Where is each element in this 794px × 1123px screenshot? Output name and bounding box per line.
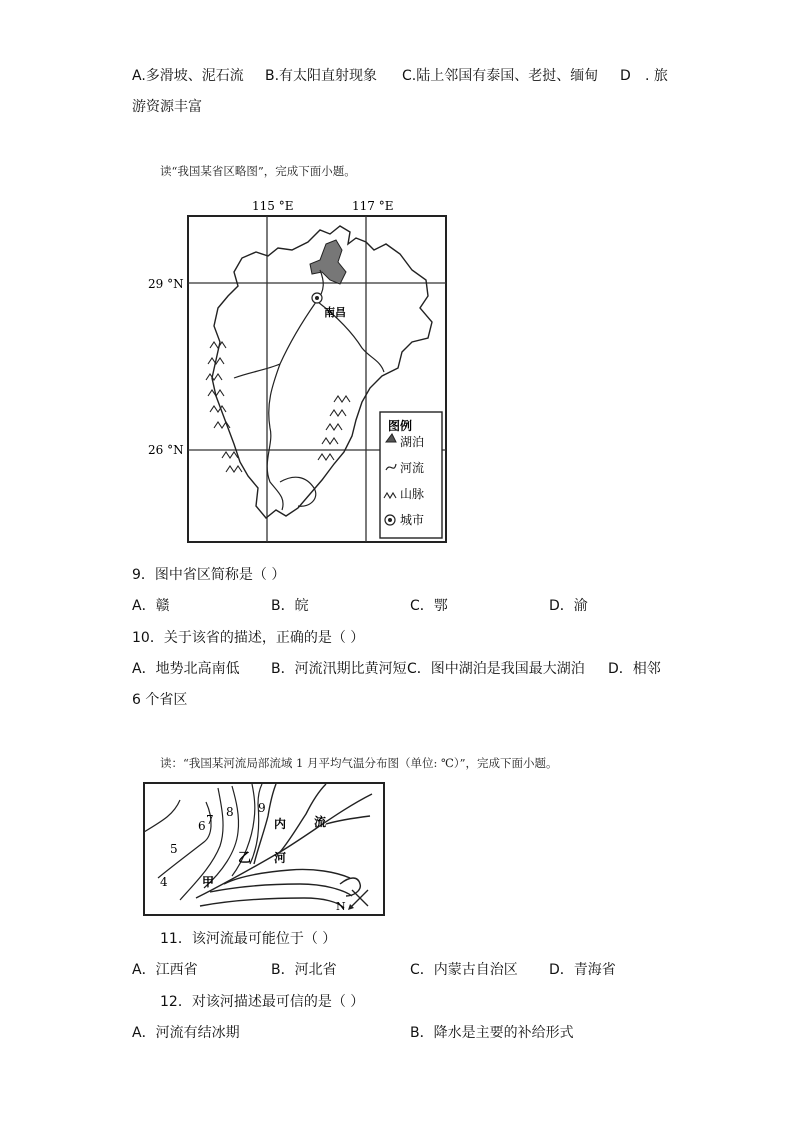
q10-option-b: B．河流汛期比黄河短	[271, 661, 407, 677]
iso-label-6: 6	[198, 819, 206, 833]
q8-option-d-continuation: 游资源丰富	[132, 99, 202, 115]
q9-option-a: A．赣	[132, 598, 170, 614]
q11-stem: 11．该河流最可能位于（ ）	[160, 931, 337, 947]
isotherm-map	[140, 780, 390, 920]
q8-option-a: A.多滑坡、泥石流	[132, 68, 244, 84]
q11-option-a: A．江西省	[132, 962, 198, 978]
iso-label-9: 9	[258, 801, 266, 815]
lake-poyang	[310, 240, 346, 284]
map-legend	[380, 412, 442, 538]
legend-river: 河流	[400, 461, 425, 475]
iso-label-4: 4	[160, 875, 168, 889]
q12-option-a: A．河流有结冰期	[132, 1025, 240, 1041]
iso-label-8: 8	[226, 805, 234, 819]
iso-label-7: 7	[206, 813, 214, 827]
legend-title: 图例	[388, 419, 413, 433]
legend-city: 城市	[400, 513, 425, 527]
lon-label-115: 115 °E	[252, 199, 294, 213]
q10-option-d-continuation: 6 个省区	[132, 692, 188, 708]
q8-option-c: C.陆上邻国有泰国、老挝、缅甸	[402, 68, 599, 84]
label-liu: 流	[314, 815, 327, 829]
q10-option-d: D．相邻	[608, 661, 661, 677]
city-nanchang-label: 南昌	[324, 306, 346, 319]
point-yi: 乙	[238, 851, 252, 866]
q8-option-d-text: . 旅	[645, 68, 668, 84]
q8-option-d-letter: D	[620, 68, 631, 84]
province-map	[130, 192, 460, 552]
iso-label-5: 5	[170, 842, 178, 856]
point-jia: 甲	[202, 875, 215, 889]
north-label: N	[336, 900, 346, 913]
intro-map1: 读“我国某省区略图”，完成下面小题。	[160, 164, 356, 178]
q11-option-d: D．青海省	[549, 962, 616, 978]
q9-option-d: D．渝	[549, 598, 588, 614]
label-nei: 内	[274, 817, 287, 831]
legend-lake: 湖泊	[400, 435, 425, 449]
river-loop	[280, 477, 316, 506]
q12-option-b: B．降水是主要的补给形式	[410, 1025, 574, 1041]
river-main	[267, 302, 316, 510]
q9-option-b: B．皖	[271, 598, 309, 614]
q11-option-b: B．河北省	[271, 962, 337, 978]
label-he: 河	[274, 851, 287, 865]
q12-stem: 12．对该河描述最可信的是（ ）	[160, 994, 365, 1010]
lat-label-26: 26 °N	[148, 443, 184, 457]
q11-option-c: C．内蒙古自治区	[410, 962, 518, 978]
q9-stem: 9．图中省区简称是（ ）	[132, 567, 286, 583]
q10-option-c: C．图中湖泊是我国最大湖泊	[407, 661, 585, 677]
q9-option-c: C．鄂	[410, 598, 448, 614]
intro-map2: 读：“我国某河流局部流域 1 月平均气温分布图（单位: ℃）”，完成下面小题。	[160, 756, 558, 770]
river-west	[234, 364, 280, 378]
q10-stem: 10．关于该省的描述，正确的是（ ）	[132, 630, 365, 646]
q8-option-b: B.有太阳直射现象	[265, 68, 378, 84]
lon-label-117: 117 °E	[352, 199, 394, 213]
lat-label-29: 29 °N	[148, 277, 184, 291]
q10-option-a: A．地势北高南低	[132, 661, 240, 677]
legend-mountain: 山脉	[400, 487, 425, 501]
